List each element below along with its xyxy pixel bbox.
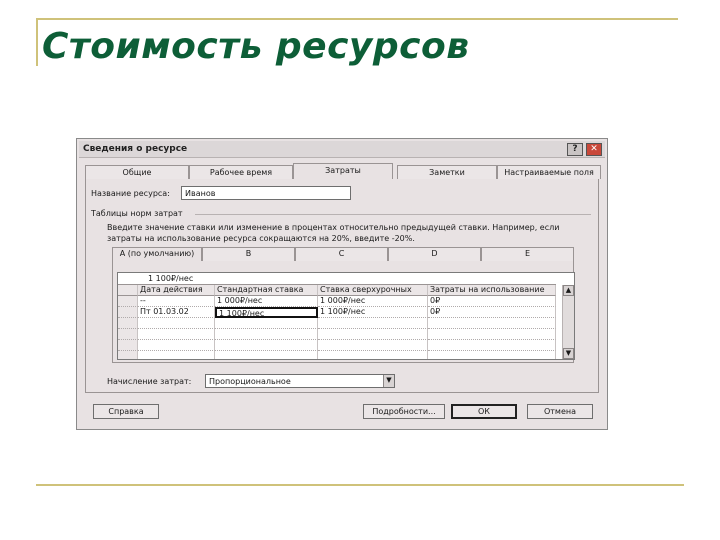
slide-title: Стоимость ресурсов <box>42 26 470 67</box>
table-cell[interactable] <box>138 329 215 340</box>
table-cell[interactable] <box>138 340 215 351</box>
tab-general[interactable]: Общие <box>85 165 189 179</box>
table-cell[interactable] <box>428 329 556 340</box>
table-cell[interactable]: 1 000₽/нес <box>318 296 428 307</box>
bottom-rule <box>36 484 684 486</box>
cancel-button[interactable]: Отмена <box>527 404 593 419</box>
table-cell[interactable]: Пт 01.03.02 <box>138 307 215 318</box>
rate-hint-line1: Введите значение ставки или изменение в процентах относительно предыдущей ставки. Например, если <box>107 223 560 232</box>
table-cell[interactable] <box>215 318 318 329</box>
row-header[interactable] <box>118 340 138 351</box>
row-header[interactable] <box>118 307 138 318</box>
table-cell[interactable]: -- <box>138 296 215 307</box>
top-rule <box>36 18 678 20</box>
ok-button[interactable]: ОК <box>451 404 517 419</box>
resource-info-dialog <box>76 138 608 430</box>
row-header[interactable] <box>118 318 138 329</box>
rate-tables-divider <box>195 214 591 215</box>
table-cell[interactable] <box>428 351 556 360</box>
help-button[interactable]: Справка <box>93 404 159 419</box>
table-cell-selected[interactable]: 1 100₽/нес <box>215 307 318 318</box>
tab-rate-e[interactable]: E <box>481 247 574 261</box>
help-icon[interactable]: ? <box>567 143 583 156</box>
tab-rate-b[interactable]: B <box>202 247 295 261</box>
table-cell[interactable] <box>215 340 318 351</box>
table-cell[interactable] <box>318 340 428 351</box>
rate-table-tabs <box>112 247 574 261</box>
dialog-tabs <box>85 163 599 179</box>
dialog-titlebar <box>79 141 605 158</box>
table-cell[interactable]: 0₽ <box>428 307 556 318</box>
chevron-down-icon[interactable]: ▼ <box>383 375 394 387</box>
column-header-overtime-rate[interactable]: Ставка сверхурочных <box>318 285 428 296</box>
tab-custom-fields[interactable]: Настраиваемые поля <box>497 165 601 179</box>
table-cell[interactable] <box>318 351 428 360</box>
cost-accrual-select[interactable] <box>205 374 395 388</box>
details-button[interactable]: Подробности... <box>363 404 445 419</box>
rate-table-grid <box>117 272 575 360</box>
rate-hint-line2: затраты на использование ресурса сокращаются на 20%, введите -20%. <box>107 234 415 243</box>
column-header-effective-date[interactable]: Дата действия <box>138 285 215 296</box>
grid-vertical-scrollbar[interactable] <box>562 285 574 359</box>
table-cell[interactable] <box>138 351 215 360</box>
tab-rate-a[interactable]: А (по умолчанию) <box>112 247 202 261</box>
tab-rate-c[interactable]: C <box>295 247 388 261</box>
cost-accrual-value: Пропорциональное <box>209 377 291 386</box>
tab-rate-d[interactable]: D <box>388 247 481 261</box>
dialog-title: Сведения о ресурсе <box>83 144 188 154</box>
tab-costs[interactable]: Затраты <box>293 163 393 179</box>
table-cell[interactable] <box>318 318 428 329</box>
resource-name-field[interactable]: Иванов <box>181 186 351 200</box>
left-rule <box>36 20 38 66</box>
grid-entry-bar[interactable]: 1 100₽/нес <box>118 273 556 285</box>
resource-name-label: Название ресурса: <box>91 189 170 198</box>
row-header[interactable] <box>118 329 138 340</box>
rate-tables-label: Таблицы норм затрат <box>91 209 183 218</box>
row-header[interactable] <box>118 351 138 360</box>
row-header[interactable] <box>118 296 138 307</box>
column-header-standard-rate[interactable]: Стандартная ставка <box>215 285 318 296</box>
table-cell[interactable] <box>428 340 556 351</box>
table-cell[interactable] <box>428 318 556 329</box>
tab-working-time[interactable]: Рабочее время <box>189 165 293 179</box>
scroll-up-icon[interactable]: ▲ <box>563 285 574 296</box>
table-cell[interactable]: 0₽ <box>428 296 556 307</box>
tab-notes[interactable]: Заметки <box>397 165 497 179</box>
close-icon[interactable]: ✕ <box>586 143 602 156</box>
table-cell[interactable] <box>215 329 318 340</box>
column-header-per-use-cost[interactable]: Затраты на использование <box>428 285 556 296</box>
table-cell[interactable]: 1 000₽/нес <box>215 296 318 307</box>
table-cell[interactable] <box>318 329 428 340</box>
table-cell[interactable] <box>215 351 318 360</box>
grid-corner <box>118 285 138 296</box>
scroll-down-icon[interactable]: ▼ <box>563 348 574 359</box>
table-cell[interactable] <box>138 318 215 329</box>
table-cell[interactable]: 1 100₽/нес <box>318 307 428 318</box>
cost-accrual-label: Начисление затрат: <box>107 377 192 386</box>
